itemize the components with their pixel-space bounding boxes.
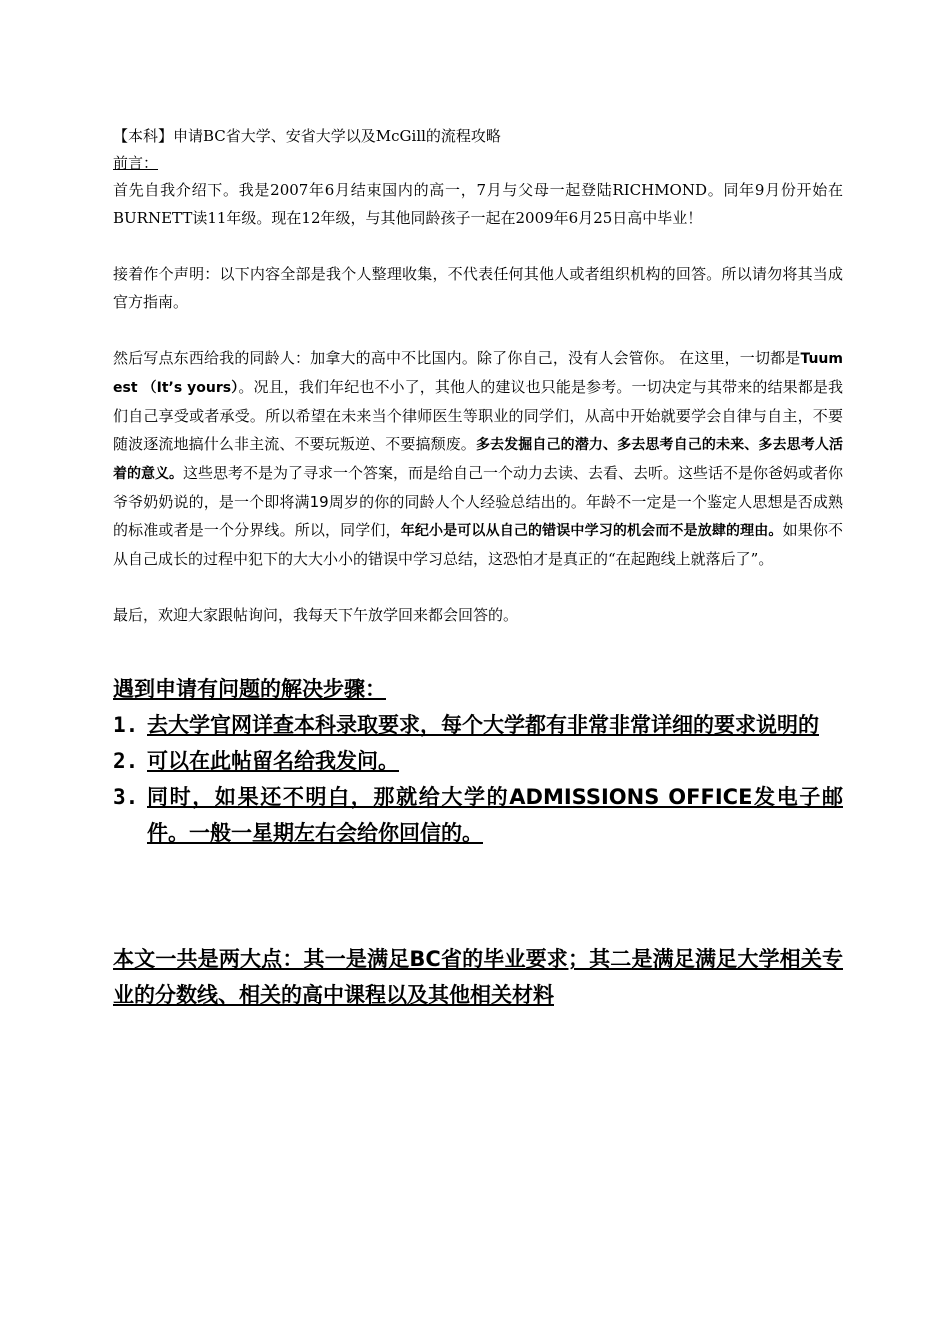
advice-part1: 然后写点东西给我的同龄人：加拿大的高中不比国内。除了你自己，没有人会管你。 在这里，一切都是 — [113, 349, 801, 367]
intro-paragraph: 首先自我介绍下。我是2007年6月结束国内的高一，7月与父母一起登陆RICHMOND。同年9月份开始在BURNETT读11年级。现在12年级，与其他同龄孩子一起在2009年6月25日高中毕业！ — [113, 181, 843, 227]
advice-part3: 这些思考不是为了寻求一个答案，而是给自己一个动力去读、去看、去听。这些话不是你爸妈或者你爷爷奶奶说的，是一个即将满 — [113, 464, 844, 511]
document-body — [113, 122, 843, 1013]
step-text: 去大学官网详查本科录取要求，每个大学都有非常非常详细的要求说明的 — [147, 713, 819, 737]
list-item — [113, 743, 843, 779]
motto-text: Tuum est （It’s yours） — [113, 351, 843, 396]
steps-list — [113, 707, 843, 851]
advice-bold-2: 年纪小是可以从自己的错误中学习的机会而不是放肆的理由。 — [400, 523, 783, 539]
advice-bold-1: 多去发掘自己的潜力、多去思考自己的未来、多去思考人活着的意义。 — [113, 437, 843, 482]
advice-age: 19 — [309, 493, 329, 511]
advice-part4: 周岁的你的同龄人个人经验总结出的。年龄不一定是一个鉴定人思想是否成熟的标准或者是一个分界线。所以，同学们， — [113, 493, 843, 539]
list-item — [113, 707, 843, 743]
step-number: 1. — [113, 713, 139, 737]
step-number: 3. — [113, 785, 139, 809]
steps-heading: 遇到申请有问题的解决步骤： — [113, 677, 386, 701]
advice-part5: 如果你不从自己成长的过程中犯下的大大小小的错误中学习总结，这恐怕才是真正的“在起跑线上就落后了”。 — [113, 521, 843, 568]
document-title: 【本科】申请BC省大学、安省大学以及McGill的流程攻略 — [113, 127, 501, 145]
closing-paragraph: 最后，欢迎大家跟帖询问，我每天下午放学回来都会回答的。 — [113, 606, 519, 624]
step-text: 可以在此帖留名给我发问。 — [147, 749, 399, 773]
list-item — [113, 779, 843, 851]
advice-paragraph — [113, 344, 843, 573]
preface-label: 前言： — [113, 154, 159, 172]
step-number: 2. — [113, 749, 139, 773]
step-text: 同时，如果还不明白，那就给大学的ADMISSIONS OFFICE发电子邮件。一般一星期左右会给你回信的。 — [147, 785, 843, 845]
summary-heading: 本文一共是两大点：其一是满足BC省的毕业要求；其二是满足满足大学相关专业的分数线、相关的高中课程以及其他相关材料 — [113, 947, 843, 1007]
advice-part2: 。况且，我们年纪也不小了，其他人的建议也只能是参考。一切决定与其带来的结果都是我们自己享受或者承受。所以希望在未来当个律师医生等职业的同学们，从高中开始就要学会自律与自主，不要随波逐流地搞什么非主流、不要玩叛逆、不要搞颓废。 — [113, 378, 843, 453]
statement-paragraph: 接着作个声明：以下内容全部是我个人整理收集，不代表任何其他人或者组织机构的回答。所以请勿将其当成官方指南。 — [113, 265, 843, 311]
